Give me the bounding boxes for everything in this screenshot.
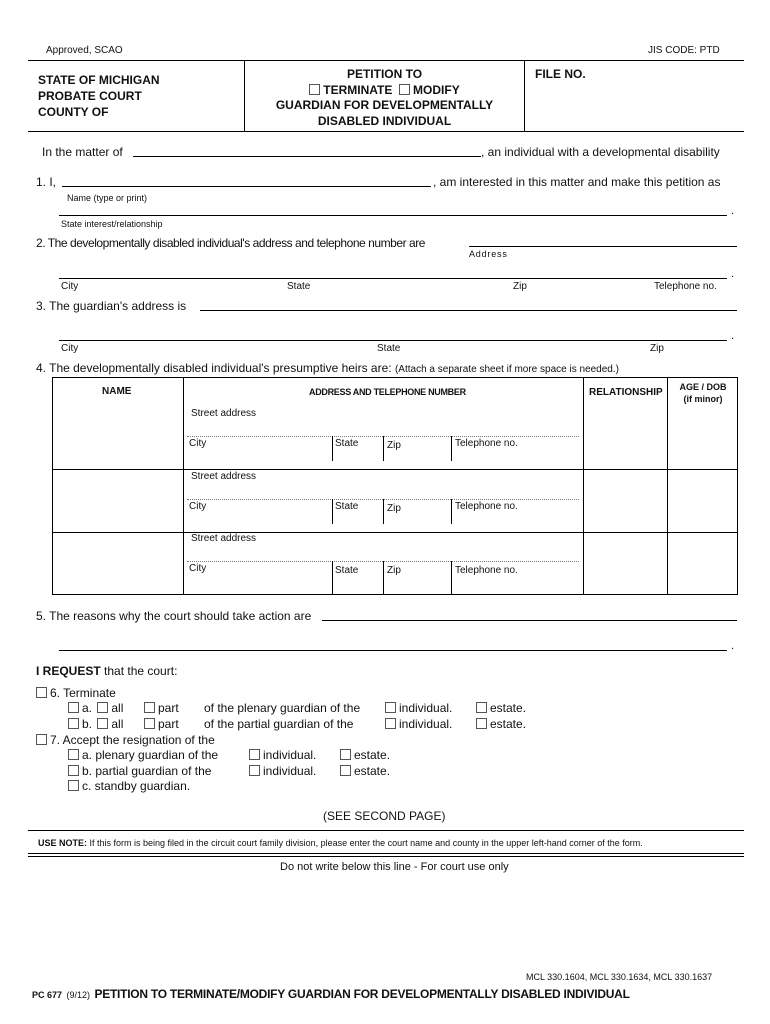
heirs-table (52, 377, 738, 595)
title-line-4: DISABLED INDIVIDUAL (317, 113, 452, 128)
row2-telephone: Telephone no. (455, 501, 518, 512)
row2-zip: Zip (387, 503, 401, 514)
row2-street: Street address (191, 471, 257, 482)
item3-city-caption: City (61, 343, 79, 354)
approved-text: Approved, SCAO (46, 45, 123, 56)
matter-prefix: In the matter of (42, 145, 123, 159)
item4-note: (Attach a separate sheet if more space is needed.) (394, 364, 619, 375)
file-no-label: FILE NO. (535, 67, 586, 81)
reasons-field-2[interactable] (59, 650, 727, 651)
row3-telephone: Telephone no. (455, 565, 518, 576)
title-line-1: PETITION TO (346, 67, 423, 81)
court-line-1: STATE OF MICHIGAN (38, 73, 160, 87)
6b-part-checkbox[interactable] (144, 718, 155, 729)
row2-city: City (189, 501, 207, 512)
6a-estate-checkbox[interactable] (476, 702, 487, 713)
mcl-reference: MCL 330.1604, MCL 330.1634, MCL 330.1637 (526, 972, 713, 982)
matter-name-field[interactable] (133, 156, 481, 157)
title-line-3: GUARDIAN FOR DEVELOPMENTALLY (275, 98, 494, 112)
form-title (245, 67, 524, 129)
item2-telephone-caption: Telephone no. (654, 281, 717, 292)
item7: 7. Accept the resignation of the (36, 733, 215, 747)
6b-partial-text: of the partial guardian of the (204, 717, 354, 731)
item1-suffix: , am interested in this matter and make this petition as (433, 175, 721, 189)
6b-individual-checkbox[interactable] (385, 718, 396, 729)
6b-all-checkbox[interactable] (97, 718, 108, 729)
row3-street: Street address (191, 533, 257, 544)
form-number: PC 677 (32, 990, 63, 1000)
court-block (38, 72, 160, 120)
relationship-field[interactable] (59, 215, 727, 216)
6a-all-checkbox[interactable] (97, 702, 108, 713)
modify-checkbox[interactable] (399, 84, 410, 95)
7b-checkbox[interactable] (68, 765, 79, 776)
7a-individual-checkbox[interactable] (249, 749, 260, 760)
row1-street: Street address (191, 408, 257, 419)
7a-estate-checkbox[interactable] (340, 749, 351, 760)
col-relationship: RELATIONSHIP (589, 387, 663, 398)
address-field[interactable] (469, 246, 737, 247)
item4-text: 4. The developmentally disabled individual's presumptive heirs are: (Attach a separate sheet if more space is needed.) (36, 361, 619, 375)
court-line-2: PROBATE COURT (38, 89, 142, 103)
matter-suffix: , an individual with a developmental disability (481, 145, 720, 159)
use-note: USE NOTE: If this form is being filed in the circuit court family division, please enter the court name and county in the upper left-hand corner of the form. (38, 838, 643, 848)
row3-zip: Zip (387, 565, 401, 576)
modify-label: MODIFY (413, 82, 460, 97)
6b-estate-checkbox[interactable] (476, 718, 487, 729)
city-state-zip-phone-field[interactable] (59, 278, 727, 279)
6a-checkbox[interactable] (68, 702, 79, 713)
row1-state: State (335, 438, 359, 449)
guardian-address-field[interactable] (200, 310, 737, 311)
terminate-checkbox-6[interactable] (36, 687, 47, 698)
row1-zip: Zip (387, 440, 401, 451)
item3-zip-caption: Zip (650, 343, 664, 354)
item1-prefix: 1. I, (36, 175, 57, 189)
footer-title (32, 985, 630, 1003)
7b-individual-checkbox[interactable] (249, 765, 260, 776)
6a-part-checkbox[interactable] (144, 702, 155, 713)
row1-telephone: Telephone no. (455, 438, 518, 449)
guardian-city-field[interactable] (59, 340, 727, 341)
row3-city: City (189, 563, 207, 574)
item5-text: 5. The reasons why the court should take action are (36, 609, 312, 623)
row1-city: City (189, 438, 207, 449)
terminate-label: TERMINATE (323, 82, 393, 97)
6b-checkbox[interactable] (68, 718, 79, 729)
6a-individual-checkbox[interactable] (385, 702, 396, 713)
item6: 6. Terminate (36, 686, 116, 700)
address-caption: Address (469, 249, 508, 259)
row2-state: State (335, 501, 359, 512)
col-address: ADDRESS AND TELEPHONE NUMBER (309, 387, 466, 397)
form-date: (9/12) (66, 990, 90, 1000)
7c-checkbox[interactable] (68, 780, 79, 791)
item2-city-caption: City (61, 281, 79, 292)
court-line-3: COUNTY OF (38, 105, 109, 119)
item3-text: 3. The guardian's address is (36, 299, 187, 313)
request-heading: I REQUEST that the court: (36, 664, 178, 678)
item2-text: 2. The developmentally disabled individual's address and telephone number are (36, 236, 426, 250)
item2-zip-caption: Zip (513, 281, 527, 292)
petitioner-name-field[interactable] (62, 186, 431, 187)
terminate-checkbox[interactable] (309, 84, 320, 95)
7a-checkbox[interactable] (68, 749, 79, 760)
relationship-caption: State interest/relationship (61, 219, 163, 229)
row3-state: State (335, 565, 359, 576)
col-age: AGE / DOB (if minor) (679, 382, 727, 404)
6a-plenary-text: of the plenary guardian of the (204, 701, 361, 715)
jis-code: JIS CODE: PTD (648, 45, 720, 56)
resignation-checkbox-7[interactable] (36, 734, 47, 745)
name-caption: Name (type or print) (67, 193, 148, 203)
col-name: NAME (102, 386, 132, 397)
item3-state-caption: State (377, 343, 401, 354)
reasons-field-1[interactable] (322, 620, 737, 621)
court-use-note: Do not write below this line - For court use only (280, 861, 509, 873)
7b-estate-checkbox[interactable] (340, 765, 351, 776)
see-second-page: (SEE SECOND PAGE) (323, 809, 446, 823)
item2-state-caption: State (287, 281, 311, 292)
form-footer-title: PETITION TO TERMINATE/MODIFY GUARDIAN FOR DEVELOPMENTALLY DISABLED INDIVIDUAL (94, 987, 630, 1001)
